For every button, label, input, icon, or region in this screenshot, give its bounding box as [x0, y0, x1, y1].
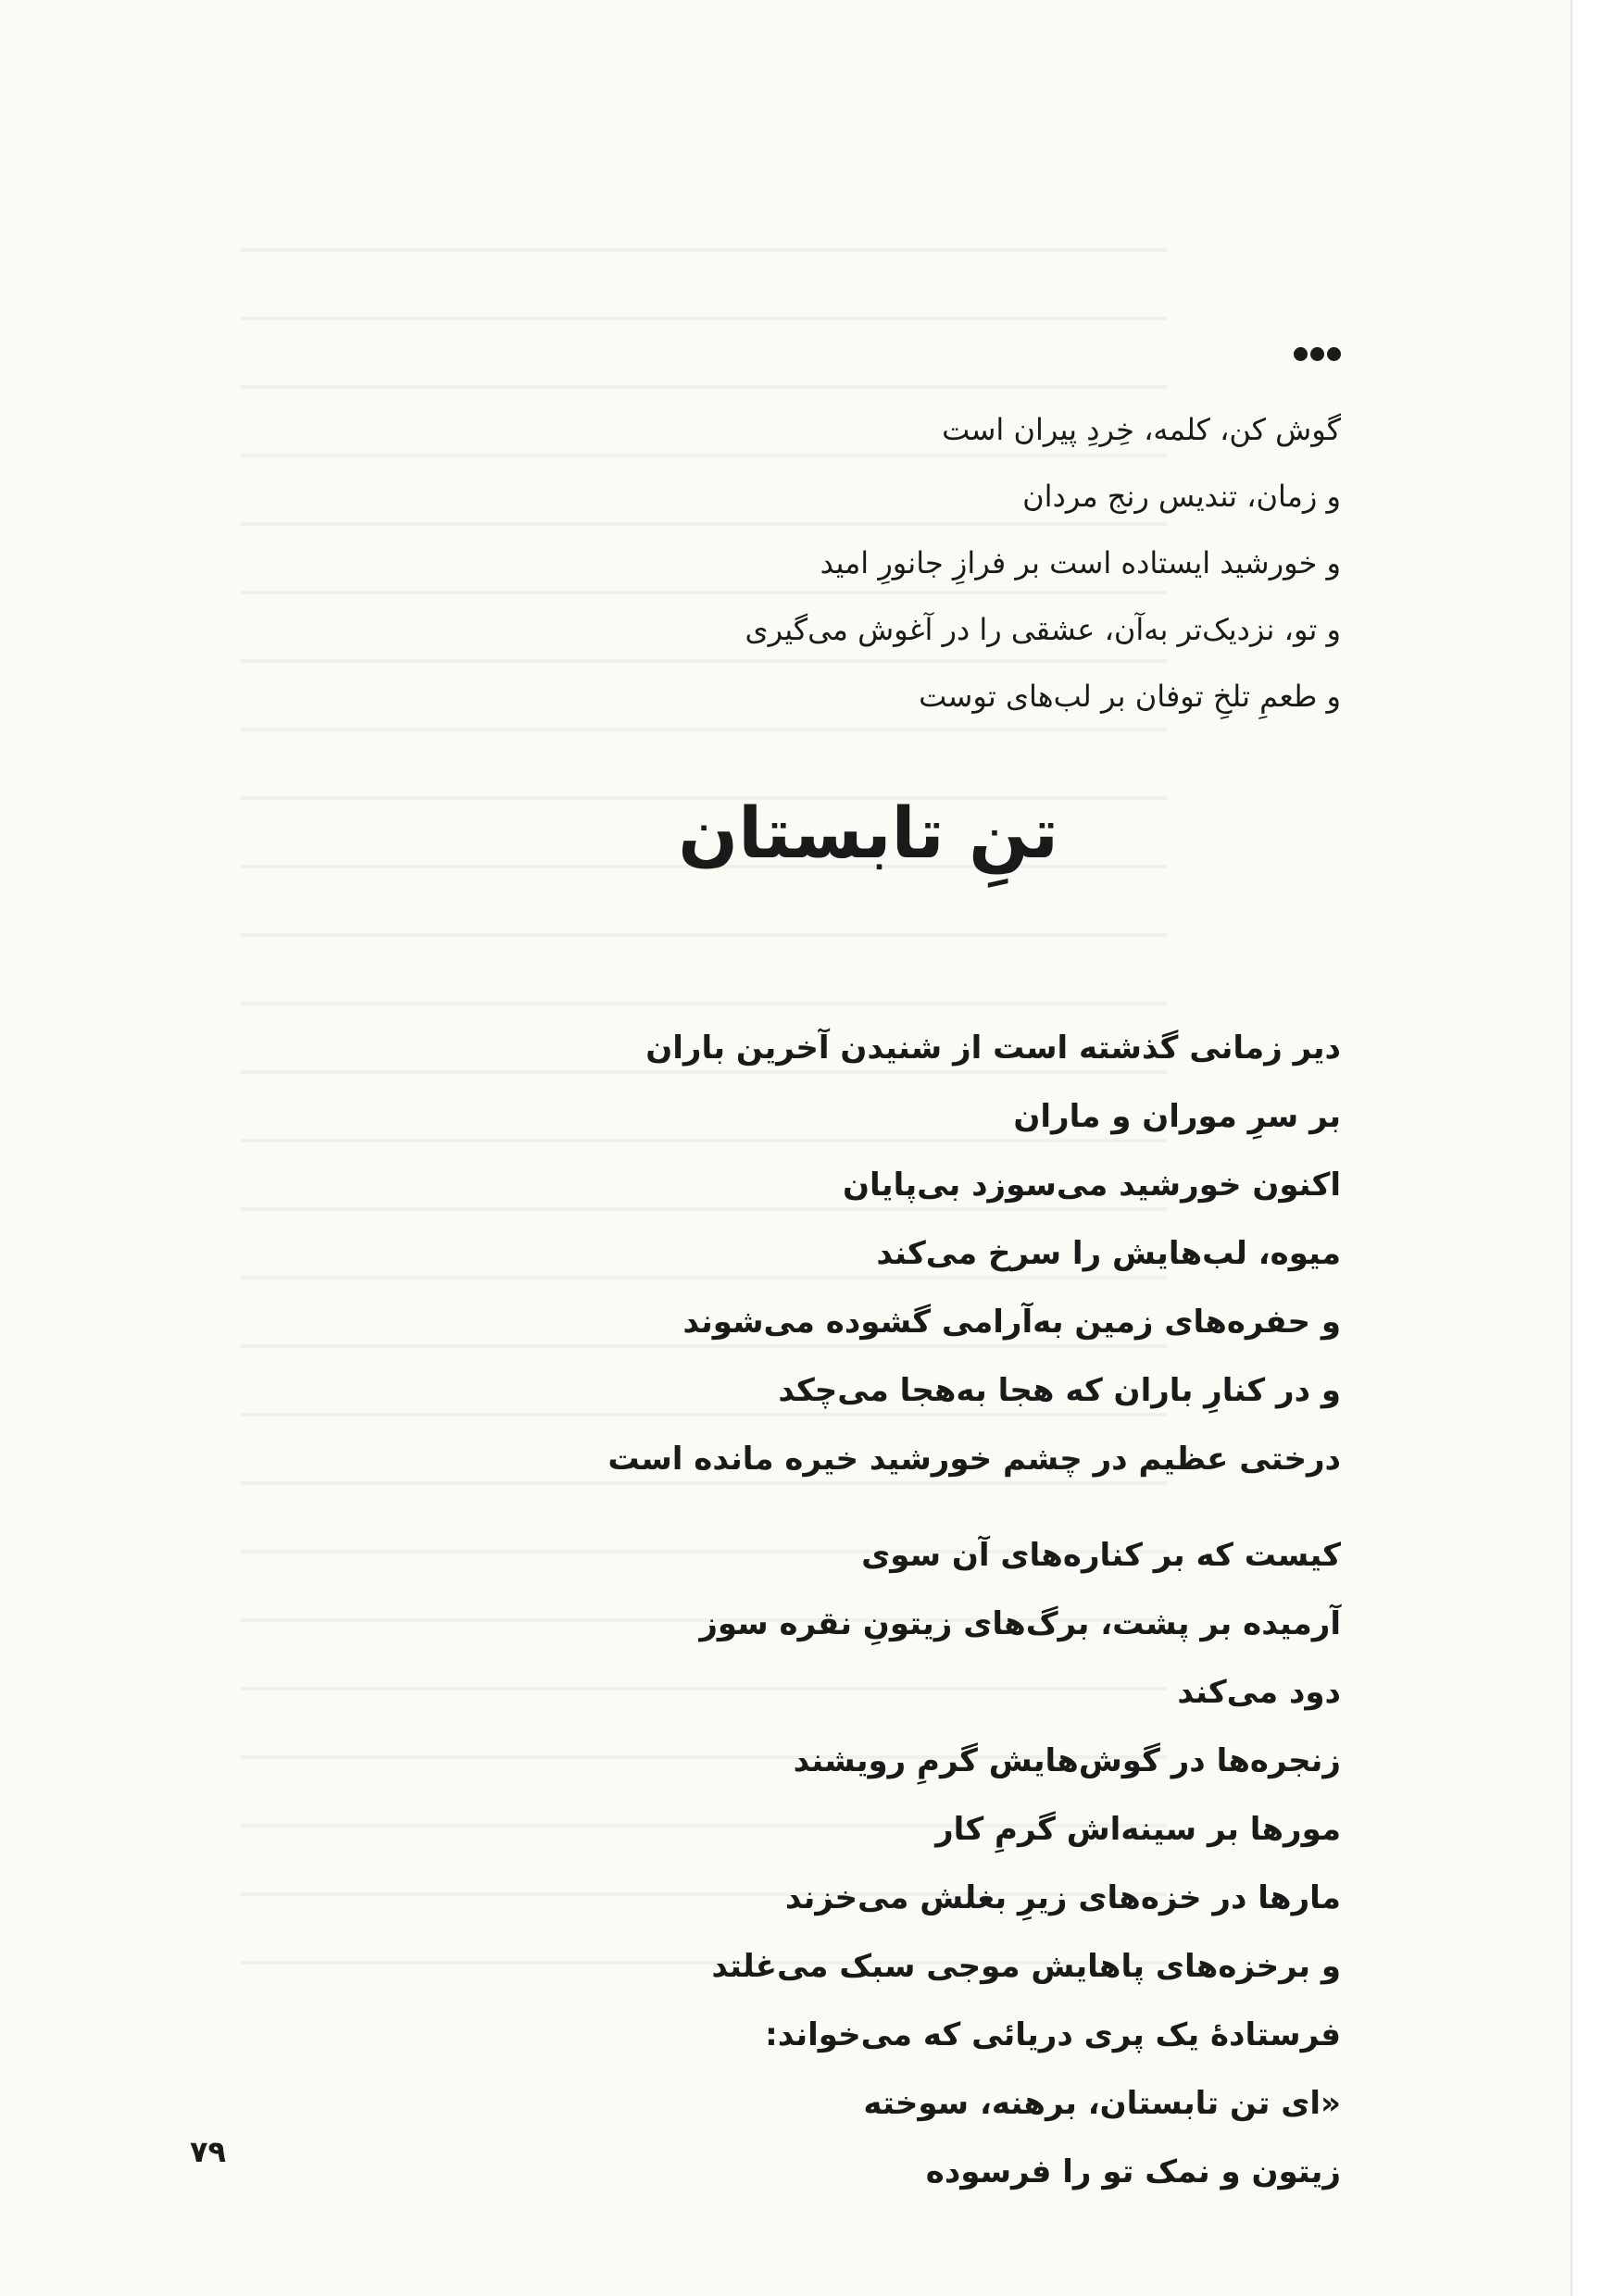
intro-verses	[507, 350, 1341, 730]
verse-line: آرمیده بر پشت، برگ‌های زیتونِ نقره سوز	[699, 1605, 1341, 1642]
verse-line: مورها بر سینه‌اش گرمِ کار	[935, 1811, 1341, 1848]
intro-verse-line: و طعمِ تلخِ توفان بر لب‌های توست	[919, 679, 1341, 714]
verse-line: «ای تن تابستان، برهنه، سوخته	[863, 2085, 1341, 2122]
intro-verse-line: گوش کن، کلمه، خِردِ پیران است	[942, 412, 1341, 447]
verse-line: و برخزه‌های پاهایش موجی سبک می‌غلتد	[711, 1948, 1341, 1985]
verse-line: بر سرِ موران و ماران	[1013, 1098, 1341, 1135]
verse-line: زنجره‌ها در گوش‌هایش گرمِ رویشند	[793, 1742, 1341, 1779]
scan-margin	[1572, 0, 1615, 2296]
poem-title: تنِ تابستان	[678, 792, 1058, 874]
verse-line: و حفره‌های زمین به‌آرامی گشوده می‌شوند	[682, 1304, 1341, 1341]
page-number: ۷۹	[190, 2134, 227, 2169]
stanza-two	[415, 1521, 1341, 2206]
verse-line: میوه، لب‌هایش را سرخ می‌کند	[876, 1235, 1341, 1272]
verse-line: و در کنارِ باران که هجا به‌هجا می‌چکد	[778, 1372, 1341, 1409]
verse-line: مارها در خزه‌های زیرِ بغلش می‌خزند	[784, 1879, 1341, 1916]
verse-line: درختی عظیم در چشم خورشید خیره مانده است	[607, 1441, 1341, 1478]
verse-line: دیر زمانی گذشته است از شنیدن آخرین باران	[645, 1029, 1341, 1067]
verse-line: زیتون و نمک تو را فرسوده	[925, 2153, 1341, 2190]
verse-line: دود می‌کند	[1177, 1674, 1341, 1711]
intro-verse-line: و خورشید ایستاده است بر فرازِ جانورِ امید	[820, 545, 1341, 580]
verse-line: اکنون خورشید می‌سوزد بی‌پایان	[843, 1167, 1341, 1204]
intro-verse-line: و تو، نزدیک‌تر به‌آن، عشقی را در آغوش می‌گیری	[745, 612, 1341, 647]
verse-line: فرستادهٔ یک پری دریائی که می‌خواند:	[765, 2016, 1341, 2053]
verse-line: کیست که بر کناره‌های آن سوی	[861, 1537, 1341, 1574]
intro-verse-line: و زمان، تندیس رنج مردان	[1022, 479, 1341, 514]
stanza-one	[415, 1014, 1341, 1493]
